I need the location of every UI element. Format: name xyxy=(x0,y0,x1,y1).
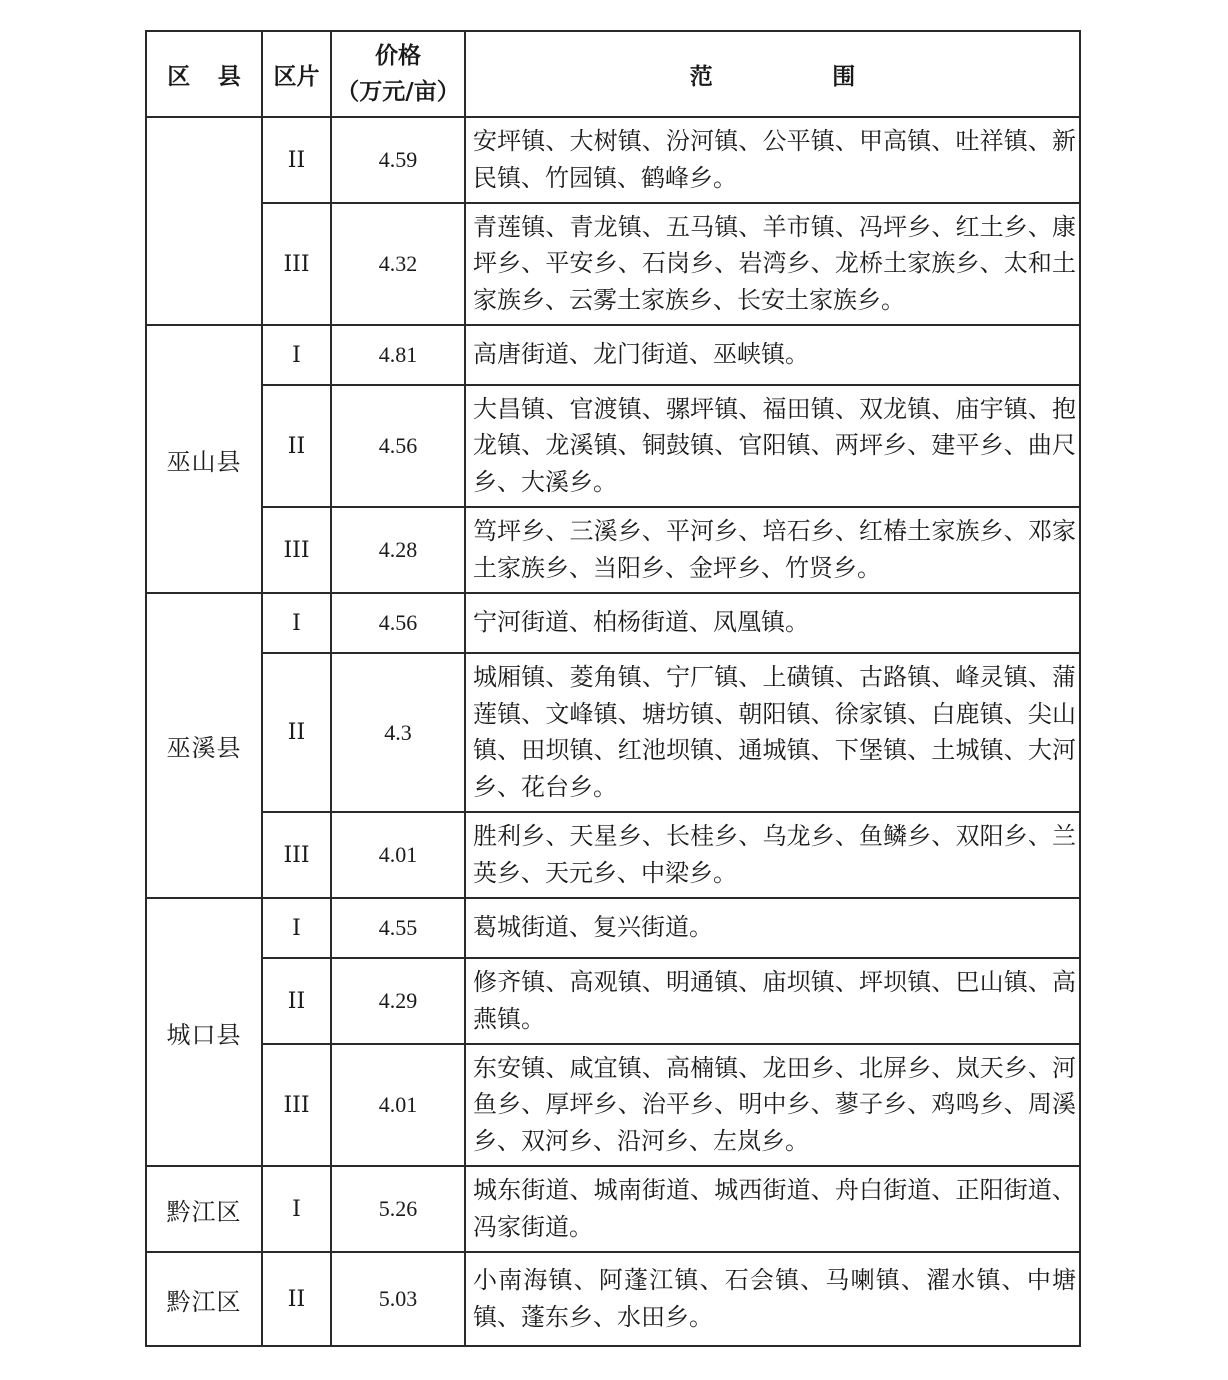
table-row xyxy=(146,1166,1080,1252)
range-cell: 安坪镇、大树镇、汾河镇、公平镇、甲高镇、吐祥镇、新民镇、竹园镇、鹤峰乡。 xyxy=(465,117,1080,203)
header-price-label: 价格 xyxy=(375,43,421,69)
zone-cell: II xyxy=(262,958,331,1044)
header-price xyxy=(331,31,465,117)
header-range xyxy=(465,31,1080,117)
range-cell: 修齐镇、高观镇、明通镇、庙坝镇、坪坝镇、巴山镇、高燕镇。 xyxy=(465,958,1080,1044)
price-cell: 4.59 xyxy=(331,117,465,203)
price-cell: 5.26 xyxy=(331,1166,465,1252)
county-cell: 城口县 xyxy=(146,898,262,1166)
price-cell: 4.32 xyxy=(331,203,465,325)
zone-cell: III xyxy=(262,203,331,325)
county-cell: 巫溪县 xyxy=(146,593,262,898)
price-cell: 4.56 xyxy=(331,385,465,507)
range-cell: 小南海镇、阿蓬江镇、石会镇、马喇镇、濯水镇、中塘镇、蓬东乡、水田乡。 xyxy=(465,1252,1080,1346)
zone-cell: II xyxy=(262,1252,331,1346)
table-row xyxy=(146,385,1080,507)
table-header-row xyxy=(146,31,1080,117)
zone-cell: I xyxy=(262,1166,331,1252)
price-cell: 4.81 xyxy=(331,325,465,385)
header-county-char-2: 县 xyxy=(217,63,241,90)
zone-cell: I xyxy=(262,898,331,958)
zone-cell: III xyxy=(262,1044,331,1166)
range-cell: 青莲镇、青龙镇、五马镇、羊市镇、冯坪乡、红土乡、康坪乡、平安乡、石岗乡、岩湾乡、龙桥土家族乡、太和土家族乡、云雾土家族乡、长安土家族乡。 xyxy=(465,203,1080,325)
header-price-unit: （万元/亩） xyxy=(336,79,460,105)
header-county-char-1: 区 xyxy=(167,63,191,90)
zone-cell: III xyxy=(262,507,331,593)
price-cell: 5.03 xyxy=(331,1252,465,1346)
header-county xyxy=(146,31,262,117)
range-cell: 葛城街道、复兴街道。 xyxy=(465,898,1080,958)
zone-cell: III xyxy=(262,812,331,898)
table-row xyxy=(146,958,1080,1044)
table-row xyxy=(146,1252,1080,1346)
header-range-char-1: 范 xyxy=(689,63,713,90)
table-row xyxy=(146,1044,1080,1166)
table-row xyxy=(146,203,1080,325)
price-cell: 4.01 xyxy=(331,1044,465,1166)
county-cell: 黔江区 xyxy=(146,1166,262,1252)
range-cell: 城东街道、城南街道、城西街道、舟白街道、正阳街道、冯家街道。 xyxy=(465,1166,1080,1252)
range-cell: 胜利乡、天星乡、长桂乡、乌龙乡、鱼鳞乡、双阳乡、兰英乡、天元乡、中梁乡。 xyxy=(465,812,1080,898)
table-row xyxy=(146,117,1080,203)
table-row xyxy=(146,898,1080,958)
table-row xyxy=(146,812,1080,898)
price-cell: 4.29 xyxy=(331,958,465,1044)
table-row xyxy=(146,593,1080,653)
price-cell: 4.3 xyxy=(331,653,465,812)
range-cell: 宁河街道、柏杨街道、凤凰镇。 xyxy=(465,593,1080,653)
range-cell: 高唐街道、龙门街道、巫峡镇。 xyxy=(465,325,1080,385)
table-row xyxy=(146,653,1080,812)
table-row xyxy=(146,325,1080,385)
zone-cell: I xyxy=(262,593,331,653)
range-cell: 东安镇、咸宜镇、高楠镇、龙田乡、北屏乡、岚天乡、河鱼乡、厚坪乡、治平乡、明中乡、蓼子乡、鸡鸣乡、周溪乡、双河乡、沿河乡、左岚乡。 xyxy=(465,1044,1080,1166)
header-range-char-2: 围 xyxy=(832,63,856,90)
price-cell: 4.56 xyxy=(331,593,465,653)
zone-cell: II xyxy=(262,653,331,812)
zone-cell: I xyxy=(262,325,331,385)
range-cell: 城厢镇、菱角镇、宁厂镇、上磺镇、古路镇、峰灵镇、蒲莲镇、文峰镇、塘坊镇、朝阳镇、徐家镇、白鹿镇、尖山镇、田坝镇、红池坝镇、通城镇、下堡镇、土城镇、大河乡、花台乡。 xyxy=(465,653,1080,812)
county-cell xyxy=(146,117,262,325)
price-cell: 4.01 xyxy=(331,812,465,898)
county-cell: 巫山县 xyxy=(146,325,262,593)
range-cell: 大昌镇、官渡镇、骡坪镇、福田镇、双龙镇、庙宇镇、抱龙镇、龙溪镇、铜鼓镇、官阳镇、两坪乡、建平乡、曲尺乡、大溪乡。 xyxy=(465,385,1080,507)
land-price-table xyxy=(145,30,1081,1347)
range-cell: 笃坪乡、三溪乡、平河乡、培石乡、红椿土家族乡、邓家土家族乡、当阳乡、金坪乡、竹贤乡。 xyxy=(465,507,1080,593)
price-cell: 4.55 xyxy=(331,898,465,958)
zone-cell: II xyxy=(262,117,331,203)
price-cell: 4.28 xyxy=(331,507,465,593)
county-cell: 黔江区 xyxy=(146,1252,262,1346)
header-zone: 区片 xyxy=(262,31,331,117)
table-row xyxy=(146,507,1080,593)
zone-cell: II xyxy=(262,385,331,507)
